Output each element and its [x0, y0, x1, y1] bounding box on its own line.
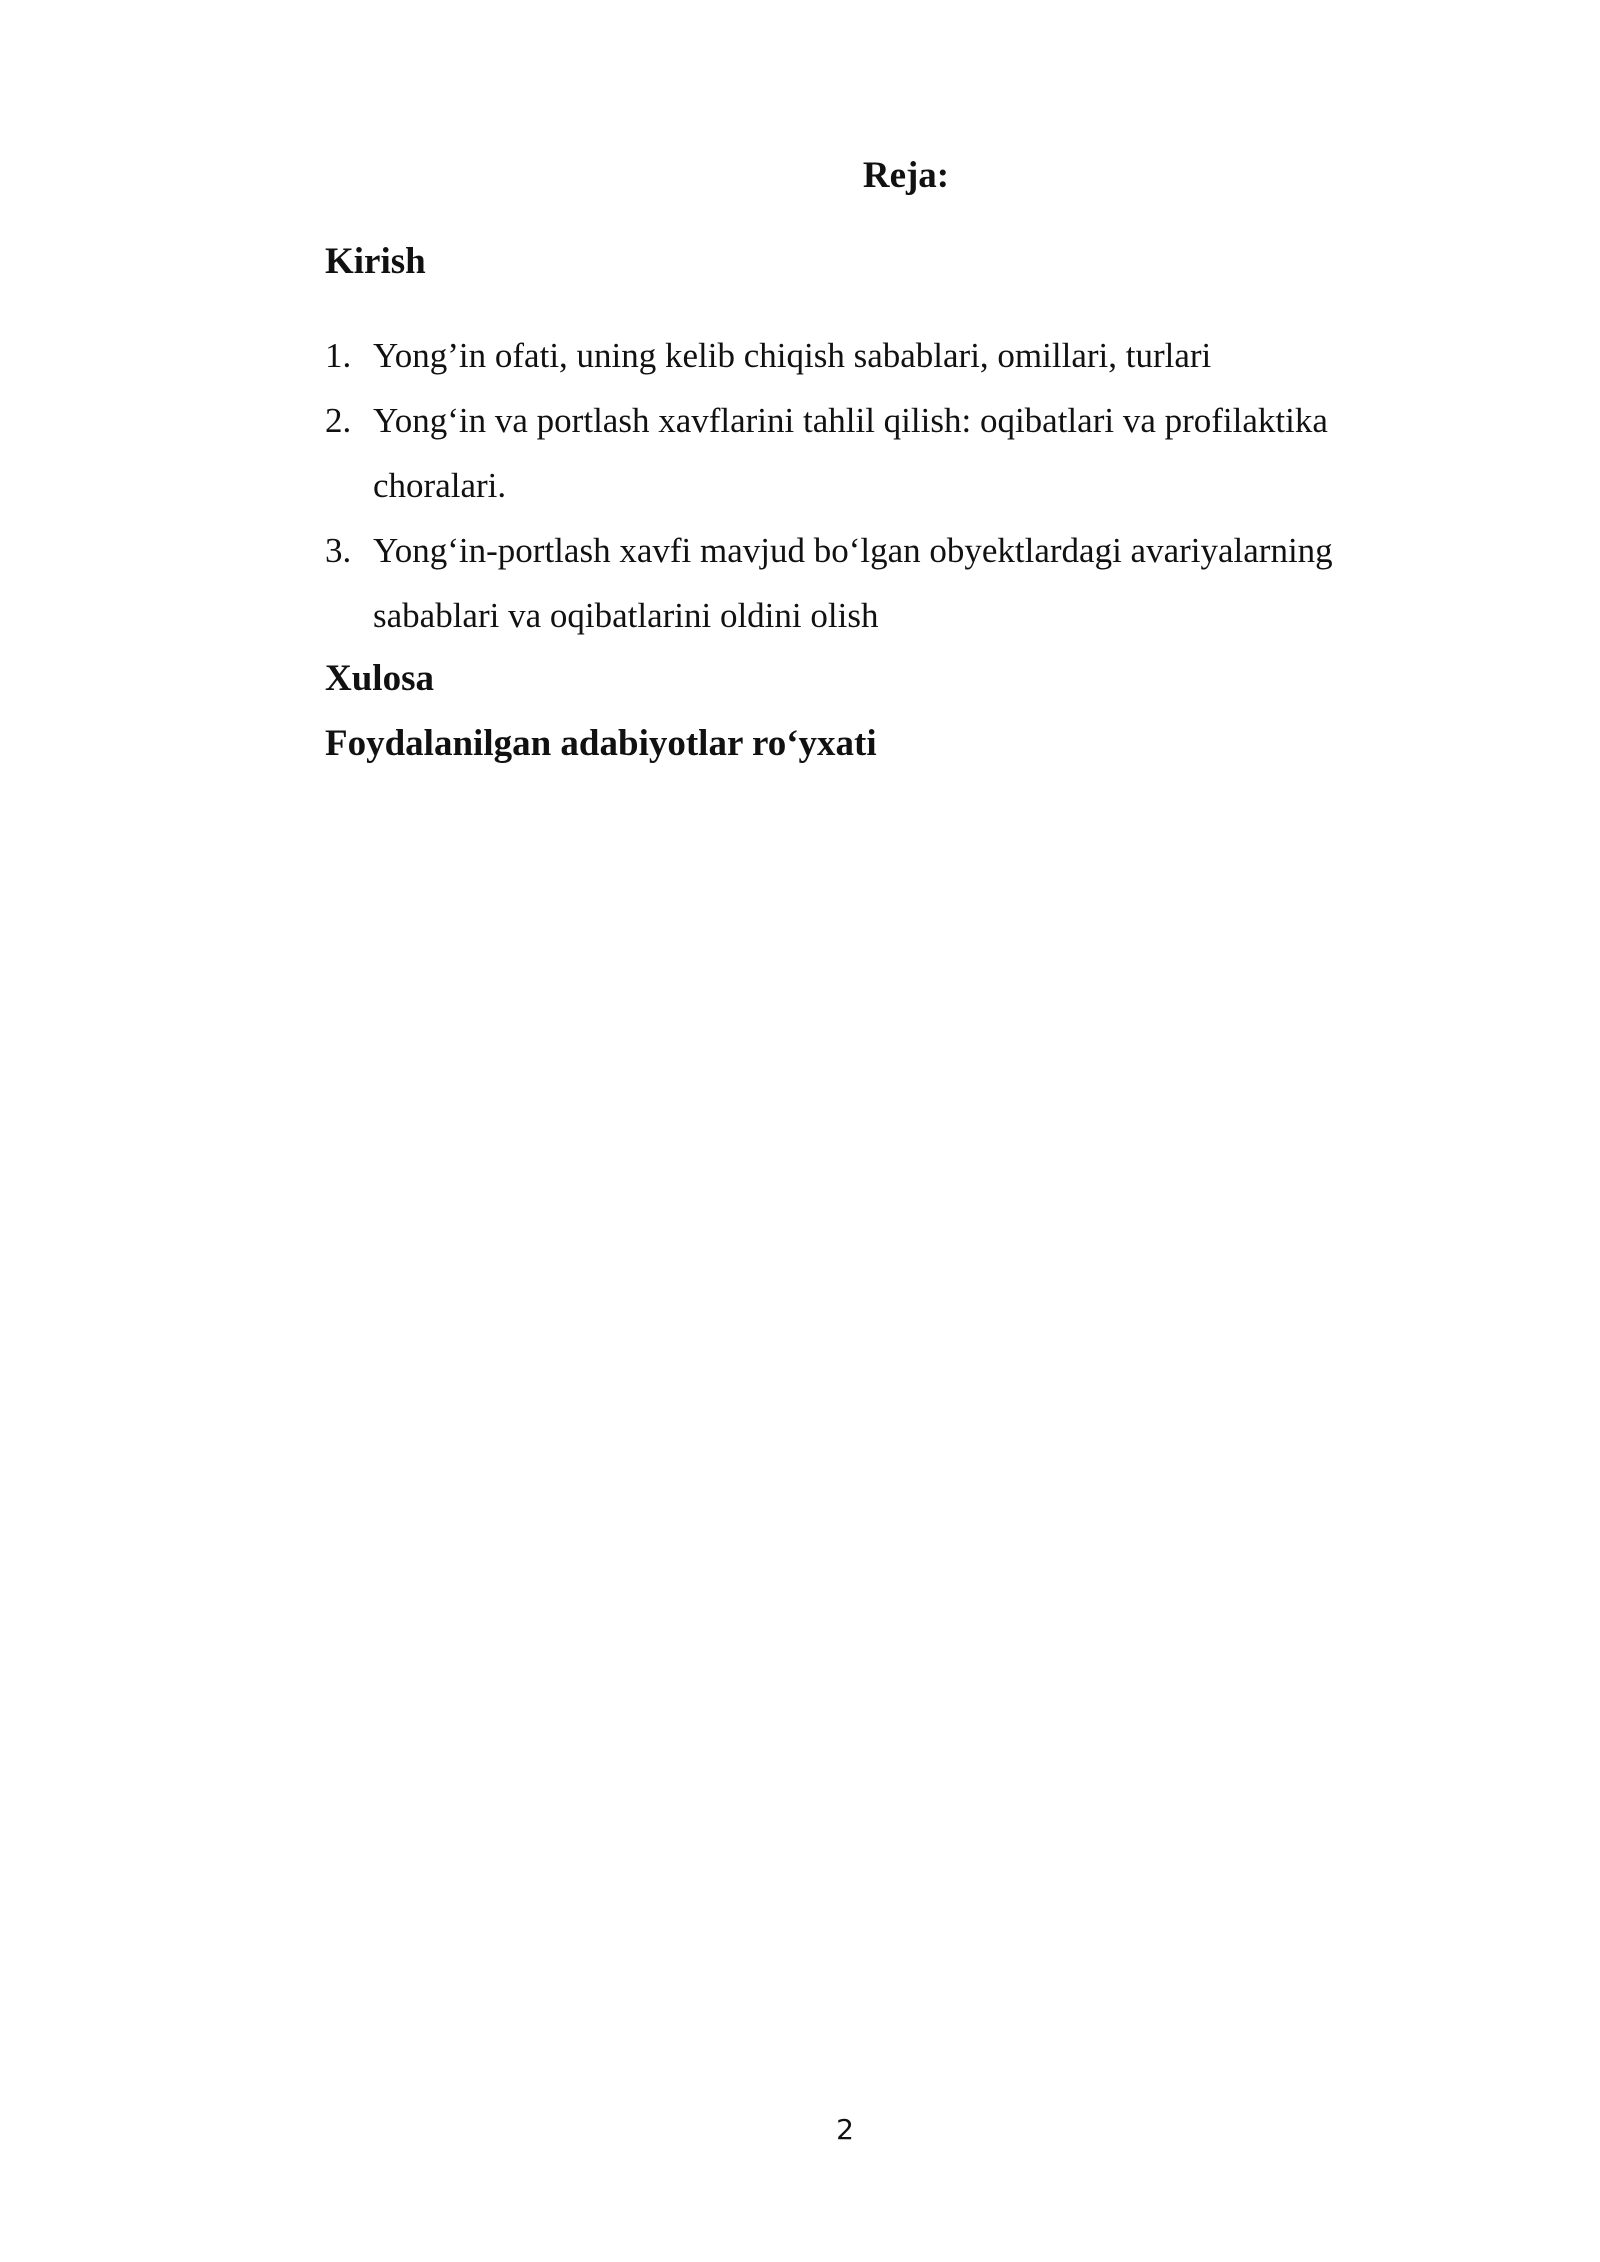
list-item-number: 1. — [325, 336, 352, 375]
list-item-number: 2. — [325, 401, 352, 440]
page-title: Reja: — [862, 155, 950, 196]
conclusion-heading: Xulosa — [325, 658, 434, 699]
contents-list — [325, 323, 1445, 648]
page-number: 2 — [836, 2113, 854, 2146]
list-item-number: 3. — [325, 531, 352, 570]
intro-heading: Kirish — [325, 241, 426, 282]
list-item — [325, 518, 1445, 648]
list-item — [325, 323, 1445, 388]
list-item-text: Yong’in ofati, uning kelib chiqish sabablari, omillari, turlari — [373, 336, 1212, 375]
list-item — [325, 388, 1445, 518]
list-item-text: Yong‘in va portlash xavflarini tahlil qilish: oqibatlari va profilaktika choralari. — [373, 401, 1328, 505]
references-heading: Foydalanilgan adabiyotlar ro‘yxati — [325, 723, 877, 764]
list-item-text: Yong‘in-portlash xavfi mavjud bo‘lgan obyektlardagi avariyalarning sabablari va oqibatlarini oldini olish — [373, 531, 1333, 635]
